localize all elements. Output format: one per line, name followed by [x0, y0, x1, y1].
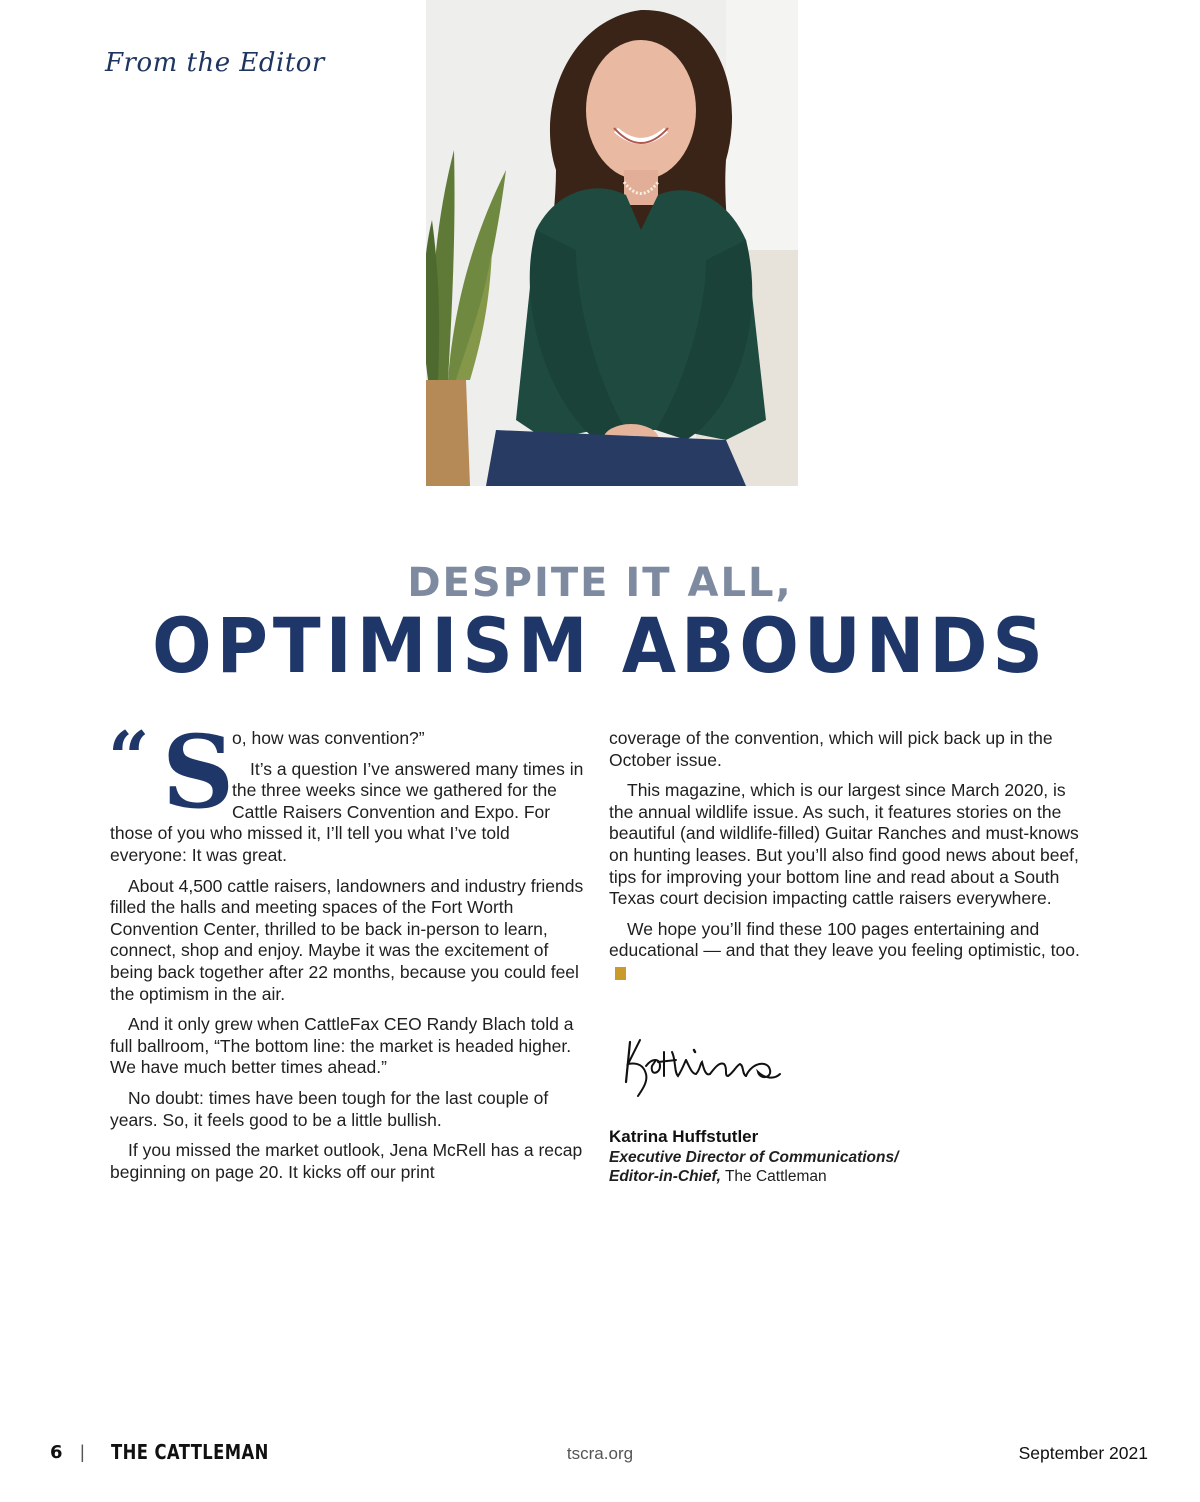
page-number: 6 — [50, 1442, 63, 1463]
dropcap-quote: “ — [108, 715, 150, 800]
article-paragraph: About 4,500 cattle raisers, landowners and industry friends filled the halls and meeting spaces of the Fort Worth Convention Center, thrilled to be back in-person to learn, connect, shop and enjoy. Maybe it was the excitement of being back together after 22 months, because you could feel the optimism in the air. — [110, 875, 584, 1004]
article-paragraph: coverage of the convention, which will pick back up in the October issue. — [609, 728, 1053, 770]
author-title-role: Editor-in-Chief, — [609, 1168, 721, 1185]
author-title-publication: The Cattleman — [720, 1168, 827, 1185]
article-paragraph: And it only grew when CattleFax CEO Randy Blach told a full ballroom, “The bottom line: the market is headed higher. We have much better times ahead.” — [110, 1014, 574, 1078]
headline-title: OPTIMISM ABOUNDS — [152, 601, 1048, 691]
article-paragraph: o, how was convention?” — [232, 728, 425, 748]
footer-separator: | — [80, 1442, 85, 1462]
dropcap — [108, 713, 235, 831]
headline — [0, 560, 1200, 691]
handwritten-signature — [620, 1030, 790, 1110]
author-title — [609, 1148, 898, 1186]
article-paragraph: This magazine, which is our largest since March 2020, is the annual wildlife issue. As such, it features stories on the beautiful (and wildlife-filled) Guitar Ranches and must-knows on hunting leases. But you’ll also find good news about beef, tips for improving your bottom line and read about a South Texas court decision impacting cattle raisers everywhere. — [609, 780, 1079, 909]
author-name: Katrina Huffstutler — [609, 1127, 759, 1146]
headline-kicker: DESPITE IT ALL, — [407, 560, 793, 606]
article-paragraph: It’s a question I’ve answered many times in the three weeks since we gathered for the Cattle Raisers Convention and Expo. For those of you who missed it, I’ll tell you what I’ve told everyone: It was great. — [110, 758, 584, 865]
site-link[interactable]: tscra.org — [566, 1444, 634, 1463]
article-right-column — [609, 728, 1089, 993]
article-paragraph: No doubt: times have been tough for the last couple of years. So, it feels good to be a little bullish. — [110, 1087, 549, 1130]
article-paragraph — [609, 919, 1089, 984]
section-label: From the Editor — [105, 48, 325, 78]
article-paragraph-text: We hope you’ll find these 100 pages entertaining and educational — and that they leave you feeling optimistic, too. — [609, 918, 1080, 961]
page-footer — [0, 1440, 1200, 1470]
article-left-column — [108, 713, 585, 1192]
article-paragraph: If you missed the market outlook, Jena McRell has a recap beginning on page 20. It kicks off our print — [110, 1140, 583, 1182]
issue-date: September 2021 — [1018, 1443, 1148, 1463]
editor-portrait-photo — [426, 0, 798, 486]
author-title-line1: Executive Director of Communications/ — [609, 1149, 899, 1166]
magazine-name: THE CATTLEMAN — [111, 1440, 269, 1464]
end-mark-icon: C — [615, 967, 626, 980]
dropcap-letter: S — [162, 713, 235, 831]
